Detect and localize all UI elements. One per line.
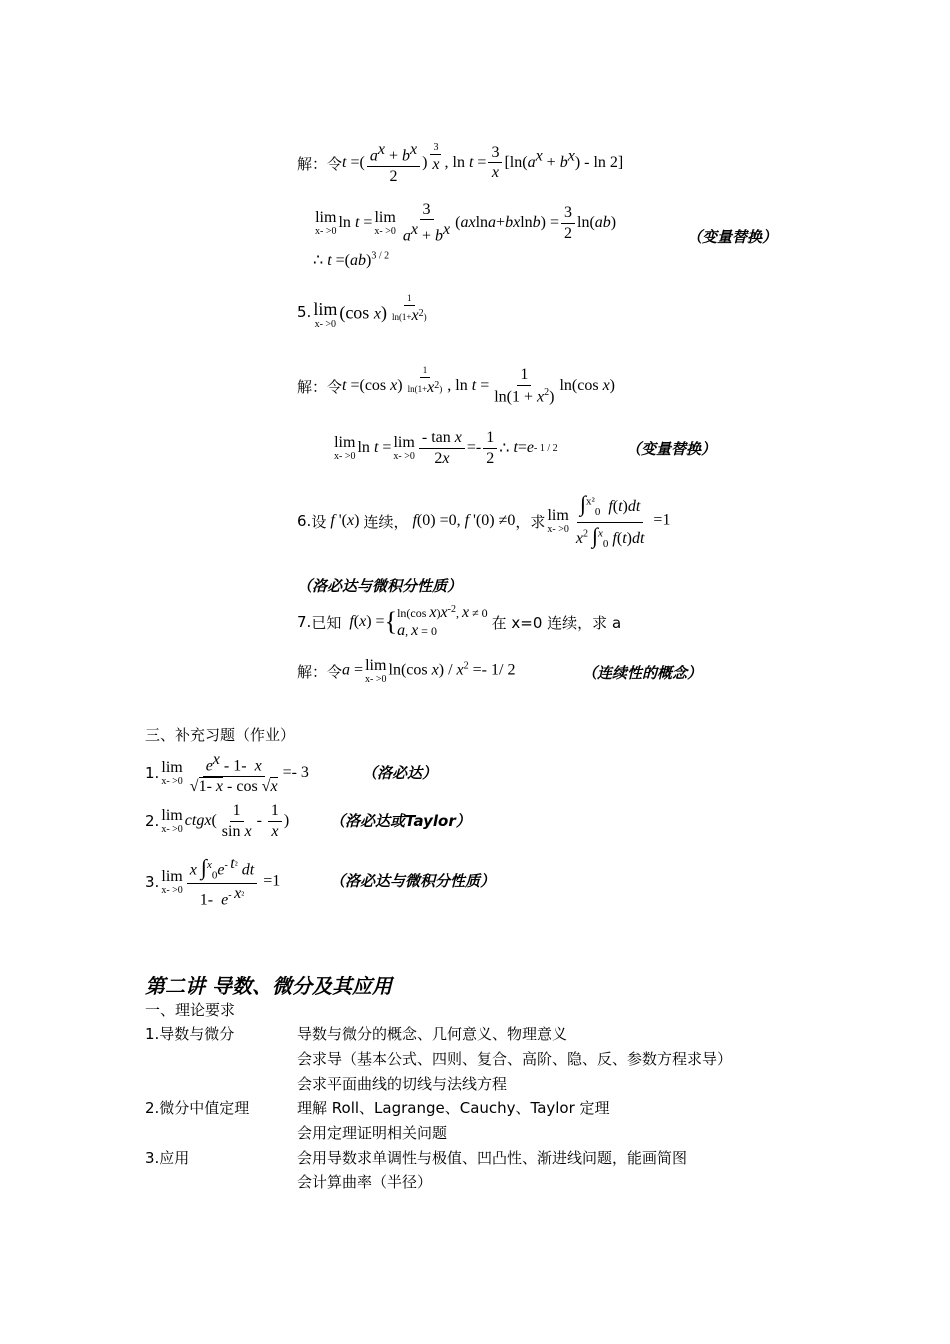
row-line: 导数与微分的概念、几何意义、物理意义 xyxy=(297,1025,568,1043)
item-number: 1. xyxy=(145,764,160,782)
row-line: 会用导数求单调性与极值、凹凸性、渐进线问题，能画简图 xyxy=(297,1149,688,1167)
solution-4-line1 xyxy=(297,138,623,188)
formula: lim x- >0 ctgx( $\frac{1}{\text{sin x}}$ - $\frac{1}{x}$ ) xyxy=(161,801,290,840)
continuity-text: 在 x=0 连续，求 a xyxy=(491,613,622,632)
problem-number: 5. xyxy=(297,303,312,321)
solution-label: 解：令 xyxy=(297,154,343,173)
supplement-item-3 xyxy=(145,852,280,912)
supplement-item-1 xyxy=(145,750,309,796)
problem-number: 7. xyxy=(297,613,312,631)
note-lhopital: （洛必达） xyxy=(362,764,438,782)
note-variable-substitution: （变量替换） xyxy=(626,440,717,458)
condition-derivative: f '(x) xyxy=(330,512,364,529)
solution-4-line3: ∴ t =(ab)$^{3 / 2}$ xyxy=(313,250,390,269)
note-continuity-concept: （连续性的概念） xyxy=(582,664,703,682)
find-text: ，求 xyxy=(515,512,546,531)
solution-label: 解：令 xyxy=(297,662,343,681)
piecewise-function: f ( x ) = { ln(cos $x)x^{-2}$, x ≠ 0 a, x = 0 xyxy=(349,603,488,639)
formula: lim x- >0 $\frac{x \int^x_0e^{- t^2} dt}{1- e^{- x^2}}$ =1 xyxy=(161,854,281,909)
formula: t =(cos x) $^{\frac{1}{\ln(1+x^2)}}$ , ln t = $\frac{1}{\ln(1 + x^2)}$ ln(cos x) xyxy=(342,365,615,406)
given-text: 已知 xyxy=(311,613,342,632)
condition-values: f(0) =0, f '(0) ≠0 xyxy=(412,512,516,529)
item-number: 2. xyxy=(145,812,160,830)
continuous-text: 连续， xyxy=(363,512,409,531)
row-label-derivative: 1.导数与微分 xyxy=(145,1025,235,1043)
problem-6 xyxy=(297,488,670,554)
lecture-title: 第二讲 导数、微分及其应用 xyxy=(145,974,392,998)
problem-5 xyxy=(297,286,432,338)
note-variable-substitution: （变量替换） xyxy=(687,228,778,246)
supplement-title: 三、补充习题（作业） xyxy=(145,726,296,744)
formula: lim x- >0 (cos x) $^{\frac{1}{\ln(1+x^2)}}$ xyxy=(313,293,427,330)
supplement-item-2 xyxy=(145,798,289,844)
row-line: 会求平面曲线的切线与法线方程 xyxy=(297,1075,508,1093)
row-label-mean-value: 2.微分中值定理 xyxy=(145,1099,250,1117)
solution-4-line2: lim x- >0 ln t = lim x- >0 $\frac{3}{a^x + b^x}$ ( a x ln a + b x ln b ) = $\frac{3}{2}$ ln( ab ) xyxy=(315,200,617,245)
solution-5-line1 xyxy=(297,360,615,412)
formula: lim x- >0 $\frac{e^x - 1- x}{√1- x - \cos √x}$ =- 3 xyxy=(161,750,309,795)
problem-number: 6. xyxy=(297,512,312,530)
row-line: 理解 Roll、Lagrange、Cauchy、Taylor 定理 xyxy=(297,1099,610,1117)
note-lhopital-taylor: （洛必达或Taylor） xyxy=(330,812,471,830)
row-label-application: 3.应用 xyxy=(145,1149,190,1167)
solution-7 xyxy=(297,652,515,690)
note-lhopital-calculus: （洛必达与微积分性质） xyxy=(330,872,496,890)
row-line: 会用定理证明相关问题 xyxy=(297,1124,448,1142)
problem-7 xyxy=(297,605,621,639)
formula: lim x- >0 $\frac{\int^{x^2}_0 f(t)dt}{x^2 \int^x_0 f(t)dt}$ =1 xyxy=(547,491,671,550)
solution-label: 解：令 xyxy=(297,377,343,396)
she-text: 设 xyxy=(311,512,327,531)
formula: a = lim x- >0 ln(cos $x) / x^2 =- 1/$ 2 xyxy=(342,657,516,685)
solution-5-line2: lim x- >0 ln t = lim x- >0 $\frac{\text{- tan x}}{2x}$ =- $\frac{1}{2}$ ∴ t = e - 1 / 2 xyxy=(334,428,558,467)
formula: t =( $\frac{a^x + b^x}{2}$ ) $^{\frac{3}{x}}$ , ln t = $\frac{3}{x}$ $[\ln(a^x + b^x) - \ln 2]$ xyxy=(342,140,624,185)
row-line: 会计算曲率（半径） xyxy=(297,1173,433,1191)
section-subtitle: 一、理论要求 xyxy=(145,1001,236,1019)
item-number: 3. xyxy=(145,873,160,891)
note-lhopital-calculus: （洛必达与微积分性质） xyxy=(297,577,463,595)
row-line: 会求导（基本公式、四则、复合、高阶、隐、反、参数方程求导） xyxy=(297,1050,733,1068)
